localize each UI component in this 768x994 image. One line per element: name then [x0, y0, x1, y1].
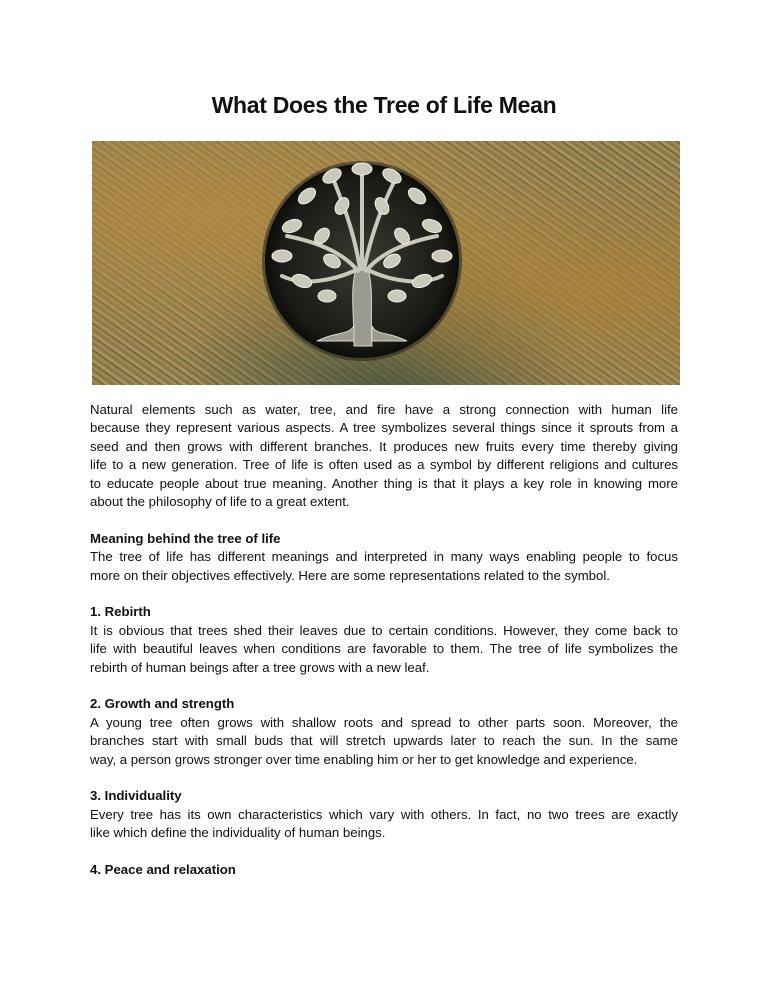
paragraph-line: branches start with small buds that will stretch upwards later to reach the sun. In the same — [90, 733, 678, 749]
paragraph-line: It is obvious that trees shed their leaves due to certain conditions. However, they come back to — [90, 622, 678, 638]
paragraph-line: Every tree has its own characteristics which vary with others. In fact, no two trees are exactly — [90, 806, 678, 822]
paragraph-line: seed and then grows with different branches. It produces new fruits every time thereby giving — [90, 438, 678, 454]
section-heading: 3. Individuality — [90, 788, 182, 804]
section-heading: 4. Peace and relaxation — [90, 862, 236, 878]
section — [90, 401, 678, 511]
section — [90, 861, 678, 879]
paragraph-line: to educate people about true meaning. Another thing is that it plays a key role in knowing more — [90, 475, 678, 491]
section — [90, 603, 678, 677]
paragraph-line: life with beautiful leaves when conditions are favorable to them. The tree of life symbolizes the — [90, 641, 678, 657]
article-body — [90, 401, 678, 898]
section — [90, 530, 678, 585]
section-heading: 1. Rebirth — [90, 604, 151, 620]
paragraph-line: about the philosophy of life to a great extent. — [90, 494, 350, 510]
paragraph-line: rebirth of human beings after a tree grows with a new leaf. — [90, 659, 430, 675]
paragraph-line: because they represent various aspects. A tree symbolizes several things since it sprouts from a — [90, 420, 678, 436]
section — [90, 695, 678, 769]
paragraph-line: A young tree often grows with shallow roots and spread to other parts soon. Moreover, the — [90, 714, 678, 730]
page-title: What Does the Tree of Life Mean — [211, 92, 557, 118]
paragraph-line: way, a person grows stronger over time enabling him or her to get knowledge and experience. — [90, 751, 638, 767]
paragraph-line: more on their objectives effectively. Here are some representations related to the symbol. — [90, 567, 610, 583]
section — [90, 787, 678, 842]
paragraph-line: The tree of life has different meanings and interpreted in many ways enabling people to focus — [90, 549, 678, 565]
paragraph-line: like which define the individuality of human beings. — [90, 825, 386, 841]
paragraph-line: life to a new generation. Tree of life is often used as a symbol by different religions and cultures — [90, 457, 678, 473]
tree-of-life-image — [92, 141, 680, 385]
paragraph-line: Natural elements such as water, tree, and fire have a strong connection with human life — [90, 402, 678, 417]
section-heading: Meaning behind the tree of life — [90, 530, 281, 546]
section-heading: 2. Growth and strength — [90, 696, 235, 712]
